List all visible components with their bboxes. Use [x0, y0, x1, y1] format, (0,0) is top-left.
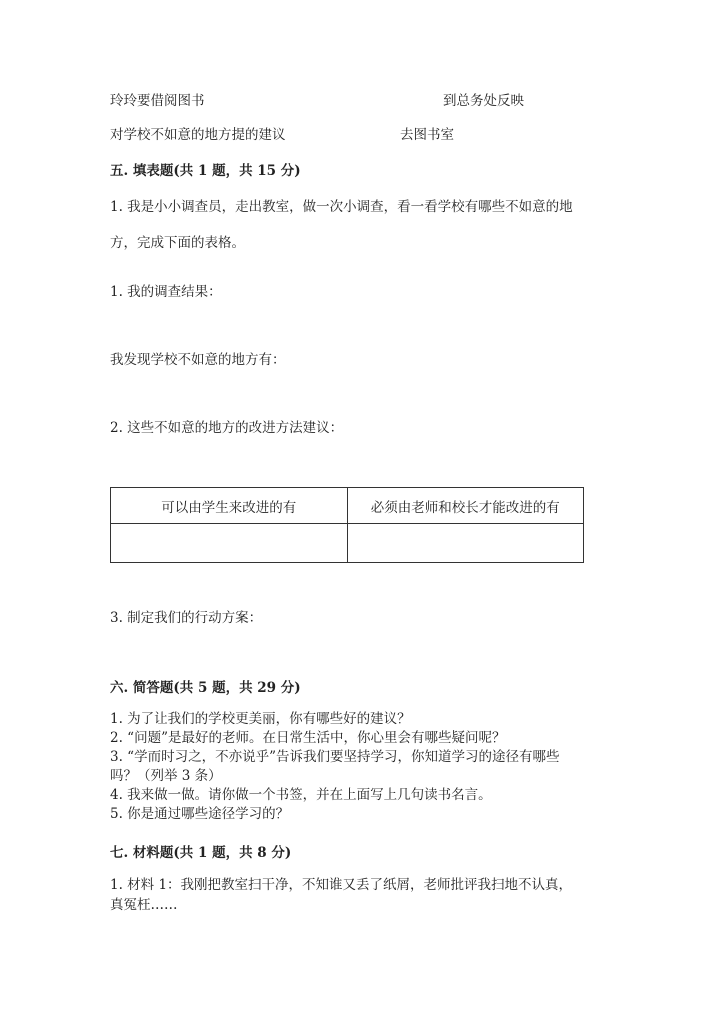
section6-q4: 4. 我来做一做。请你做一个书签，并在上面写上几句读书名言。: [110, 787, 492, 803]
table-row: [111, 524, 584, 563]
table-header-teachers: 必须由老师和校长才能改进的有: [347, 488, 584, 524]
table-cell-students: [111, 524, 348, 563]
section7-q1-line2: 真冤枉……: [110, 897, 178, 913]
section6-q5: 5. 你是通过哪些途径学习的？: [110, 806, 290, 822]
section5-sub1: 1. 我的调查结果：: [110, 284, 222, 300]
table-header-row: [111, 488, 584, 524]
section5-q1-line2: 方，完成下面的表格。: [110, 235, 245, 251]
section5-heading: 五. 填表题(共 1 题，共 15 分): [110, 163, 301, 179]
section6-q3-line2: 吗？（列举 3 条）: [110, 768, 222, 784]
section6-q1: 1. 为了让我们的学校更美丽，你有哪些好的建议？: [110, 711, 411, 727]
table-cell-teachers: [347, 524, 584, 563]
section5-finding: 我发现学校不如意的地方有：: [110, 352, 286, 368]
match-right-top: 到总务处反映: [443, 93, 524, 109]
improvement-table: [110, 487, 584, 563]
table-header-students: 可以由学生来改进的有: [111, 488, 348, 524]
section7-q1-line1: 1. 材料 1：我刚把教室扫干净，不知谁又丢了纸屑，老师批评我扫地不认真，: [110, 877, 573, 893]
match-left-top: 玲玲要借阅图书: [110, 93, 205, 109]
section7-heading: 七. 材料题(共 1 题，共 8 分): [110, 845, 292, 861]
section5-sub3: 3. 制定我们的行动方案：: [110, 610, 263, 626]
match-right-bottom: 去图书室: [400, 127, 454, 143]
match-left-bottom: 对学校不如意的地方提的建议: [110, 127, 286, 143]
section6-q2: 2. “问题”是最好的老师。在日常生活中，你心里会有哪些疑问呢？: [110, 730, 506, 746]
section6-heading: 六. 简答题(共 5 题，共 29 分): [110, 680, 301, 696]
section6-q3-line1: 3. “学而时习之，不亦说乎”告诉我们要坚持学习，你知道学习的途径有哪些: [110, 749, 560, 765]
section5-sub2: 2. 这些不如意的地方的改进方法建议：: [110, 420, 344, 436]
section5-q1-line1: 1. 我是小小调查员，走出教室，做一次小调查，看一看学校有哪些不如意的地: [110, 199, 573, 215]
